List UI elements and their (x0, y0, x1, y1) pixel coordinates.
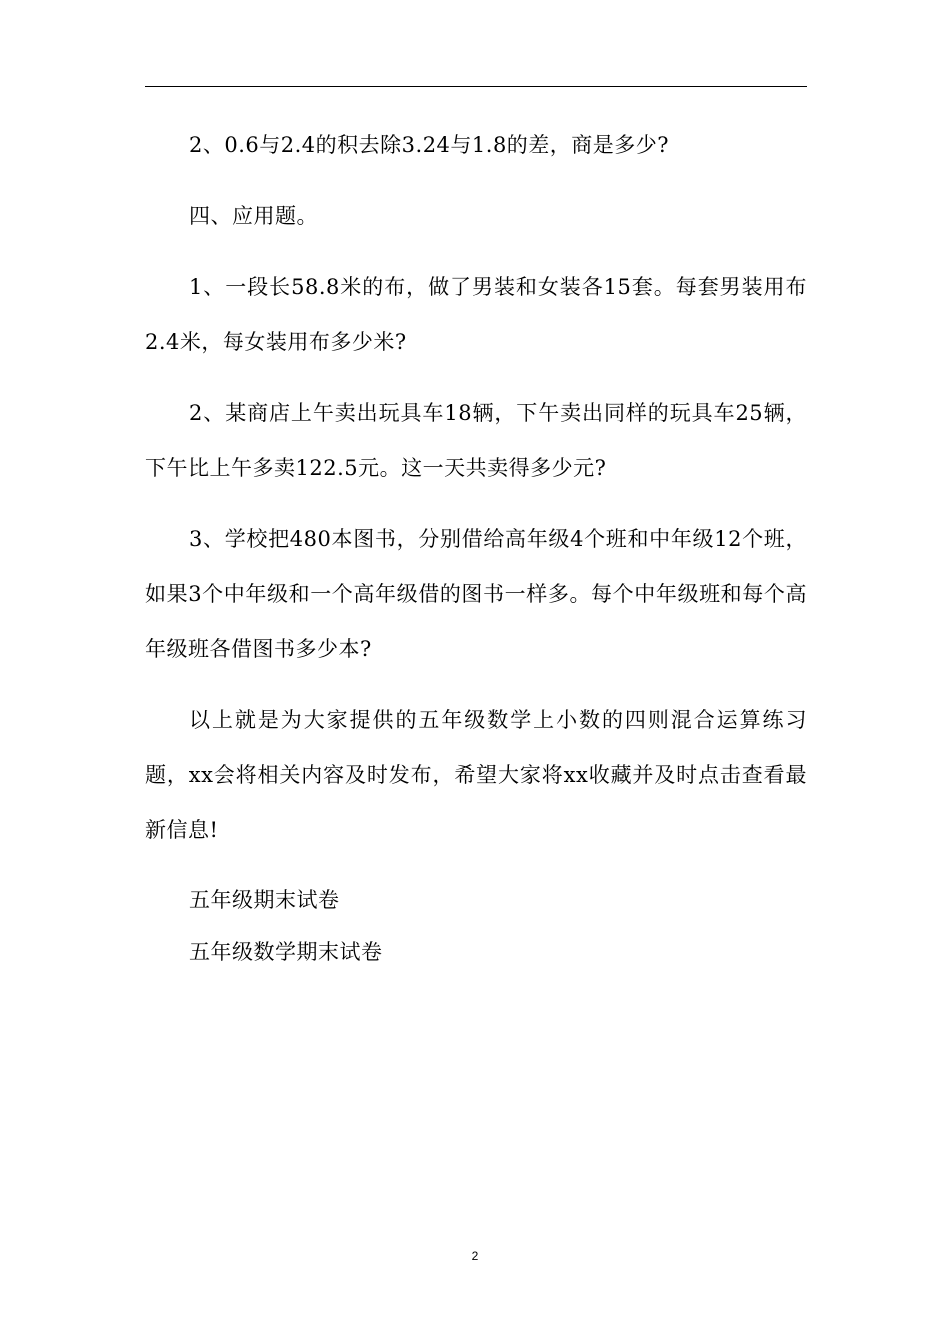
application-question-2: 2、某商店上午卖出玩具车18辆，下午卖出同样的玩具车25辆，下午比上午多卖122.5元。这一天共卖得多少元? (145, 401, 807, 480)
related-link-2[interactable]: 五年级数学期末试卷 (189, 940, 383, 964)
header-rule (145, 86, 807, 87)
section-heading-application: 四、应用题。 (189, 204, 318, 228)
closing-paragraph: 以上就是为大家提供的五年级数学上小数的四则混合运算练习题，xx会将相关内容及时发布，希望大家将xx收藏并及时点击查看最新信息! (145, 708, 807, 842)
related-link-1[interactable]: 五年级期末试卷 (189, 888, 340, 912)
question-2-2: 2、0.6与2.4的积去除3.24与1.8的差，商是多少? (189, 133, 670, 157)
document-body (145, 118, 807, 978)
page-number: 2 (471, 1249, 479, 1263)
application-question-1: 1、一段长58.8米的布，做了男装和女装各15套。每套男装用布2.4米，每女装用布多少米? (145, 275, 807, 354)
application-question-3: 3、学校把480本图书，分别借给高年级4个班和中年级12个班，如果3个中年级和一个高年级借的图书一样多。每个中年级班和每个高年级班各借图书多少本? (145, 527, 807, 661)
